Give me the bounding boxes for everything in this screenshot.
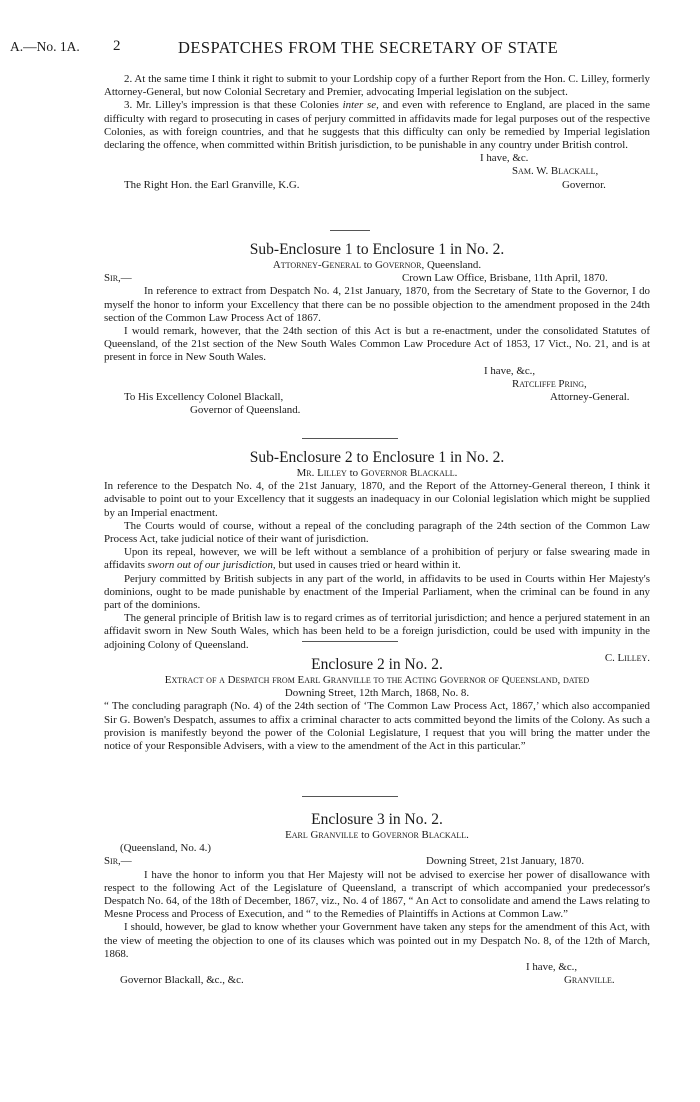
signature-title: Attorney-General. <box>550 390 630 403</box>
minute-paragraph-2: The Courts would of course, without a repeal of the concluding paragraph of the 24th section of the Common Law Process Act, take judicial notice of their want of jurisdiction. <box>104 519 650 546</box>
addressee: To His Excellency Colonel Blackall, <box>124 390 284 403</box>
minute-paragraph-3: Upon its repeal, however, we will be left without a semblance of a prohibition of perjury or false swearing made in affidavits sworn out of our jurisdiction, but used in causes tried or heard within it. <box>104 546 650 572</box>
office-date: Downing Street, 21st January, 1870. <box>426 855 585 868</box>
despatch-paragraph-2: I should, however, be glad to know whether your Government have taken any steps for the amendment of this Act, with the view of meeting the objection to one of its clauses which was pointed out in my Despatch No. 8, of the 12th of March, 1868. <box>104 921 650 960</box>
page-title: DESPATCHES FROM THE SECRETARY OF STATE <box>178 38 559 57</box>
sub-enclosure-2 <box>104 448 650 665</box>
signature-title: Governor. <box>562 178 606 191</box>
enclosure-3 <box>104 810 650 987</box>
report-paragraph-2: I would remark, however, that the 24th section of this Act is but a re-enactment, under the consolidated Statutes of Queensland, of the 21st section of the New South Wales Common Law Procedure Act of 1853, 17 Vict., No. 21, and is at present in force in New South Wales. <box>104 325 650 364</box>
running-header <box>0 38 700 60</box>
salutation: Sir,— <box>104 272 132 285</box>
office-date: Crown Law Office, Brisbane, 11th April, 1870. <box>402 272 608 285</box>
extract-intro: Extract of a Despatch from Earl Granville to the Acting Governor of Queensland, dated <box>164 674 590 686</box>
closing-line: I have, &c., <box>484 364 536 377</box>
section-heading: Sub-Enclosure 2 to Enclosure 1 in No. 2. <box>249 449 505 466</box>
despatch-reference: (Queensland, No. 4.) <box>120 842 212 855</box>
addressee-title: Governor of Queensland. <box>190 404 301 417</box>
report-paragraph-1: In reference to extract from Despatch No. 4, 21st January, 1870, from the Secretary of State to the Governor, I do myself the honor to inform your Excellency that there can be no possible objection to the amendment proposed in the 24th section of the Common Law Process Act of 1867. <box>104 285 650 324</box>
minute-paragraph-5: The general principle of British law is to regard crimes as of territorial jurisdiction; and hence a perjured statement in an affidavit sworn in New South Wales, which has been held to be a foreign jurisdiction, could be used with impunity in the adjoining Colony of Queensland. <box>104 612 650 651</box>
section-heading: Enclosure 2 in No. 2. <box>311 656 443 673</box>
section-divider <box>330 230 370 231</box>
letter-paragraph-2: 2. At the same time I think it right to submit to your Lordship copy of a further Report from the Hon. C. Lilley, formerly Attorney-General, but now Colonial Secretary and Premier, advocating Imperial legislation on the subject. <box>104 73 650 99</box>
section-divider <box>302 796 398 797</box>
governor-letter <box>104 73 650 192</box>
letter-paragraph-3: 3. Mr. Lilley's impression is that these Colonies inter se, and even with reference to England, are placed in the same difficulty with regard to prosecuting in cases of perjury committed in affidavits made for legal purposes out of the respective Colonies, as with foreign countries, and that he suggests that this difficulty can only be remedied by Imperial legislation declaring the offence, when committed within British jurisdiction, to be punishable in any country under British control. <box>104 99 650 152</box>
extract-body: “ The concluding paragraph (No. 4) of the 24th section of ‘The Common Law Process Act, 1867,’ which also accompanied Sir G. Bowen's Despatch, assumes to affix a criminal character to acts committed beyond the limits of the Colony. As such a provision is manifestly beyond the power of the Colonial Legislature, I request that you will bring the matter under the notice of your Responsible Advisers, with a view to the amendment of the Act in this particular.” <box>104 700 650 753</box>
signature: Sam. W. Blackall, <box>512 165 599 178</box>
signature: C. Lilley. <box>604 651 650 664</box>
page-number: 2 <box>113 38 121 54</box>
enclosure-2 <box>104 655 650 753</box>
section-divider <box>302 438 398 439</box>
italic-phrase: sworn out of our jurisdiction, <box>147 559 276 572</box>
italic-phrase: inter se, <box>342 99 379 112</box>
extract-dateline: Downing Street, 12th March, 1868, No. 8. <box>284 687 470 700</box>
despatch-paragraph-1: I have the honor to inform you that Her Majesty will not be advised to exercise her power of disallowance with respect to the following Act of the Legislature of Queensland, a transcript of which accompanied your predecessor's Despatch No. 64, of the 18th of December, 1867, viz., No. 4 of 1867, “ An Act to consolidate and amend the Laws relating to Mesne Process and Process of Execution, and “ to the Remedies of Plaintiffs in Actions at Common Law.” <box>104 868 650 921</box>
section-heading: Sub-Enclosure 1 to Enclosure 1 in No. 2. <box>249 241 505 258</box>
section-subheading: Attorney-General to Governor, Queensland. <box>272 259 482 271</box>
signature: Ratcliffe Pring, <box>512 377 587 390</box>
minute-paragraph-4: Perjury committed by British subjects in any part of the world, in affidavits to be used in Courts within Her Majesty's dominions, ought to be made punishable by enactment of the Imperial Parliament, when the criminal can be found in any part of the dominions. <box>104 572 650 612</box>
signature: Granville. <box>564 974 615 987</box>
section-heading: Enclosure 3 in No. 2. <box>311 811 443 828</box>
section-subheading: Mr. Lilley to Governor Blackall. <box>296 467 458 479</box>
addressee: Governor Blackall, &c., &c. <box>120 974 244 987</box>
section-subheading: Earl Granville to Governor Blackall. <box>285 829 469 841</box>
section-divider <box>302 641 398 642</box>
addressee: The Right Hon. the Earl Granville, K.G. <box>124 178 300 191</box>
paper-reference: A.—No. 1A. <box>10 39 80 54</box>
closing-line: I have, &c. <box>480 152 529 165</box>
minute-paragraph-1: In reference to the Despatch No. 4, of the 21st January, 1870, and the Report of the Attorney-General thereon, I think it advisable to point out to your Excellency that it suggests an inadequacy in our Colonial legislation which might be supplied by an Imperial enactment. <box>104 480 650 519</box>
sub-enclosure-1 <box>104 240 650 417</box>
salutation: Sir,— <box>104 855 132 868</box>
closing-line: I have, &c., <box>526 961 578 973</box>
